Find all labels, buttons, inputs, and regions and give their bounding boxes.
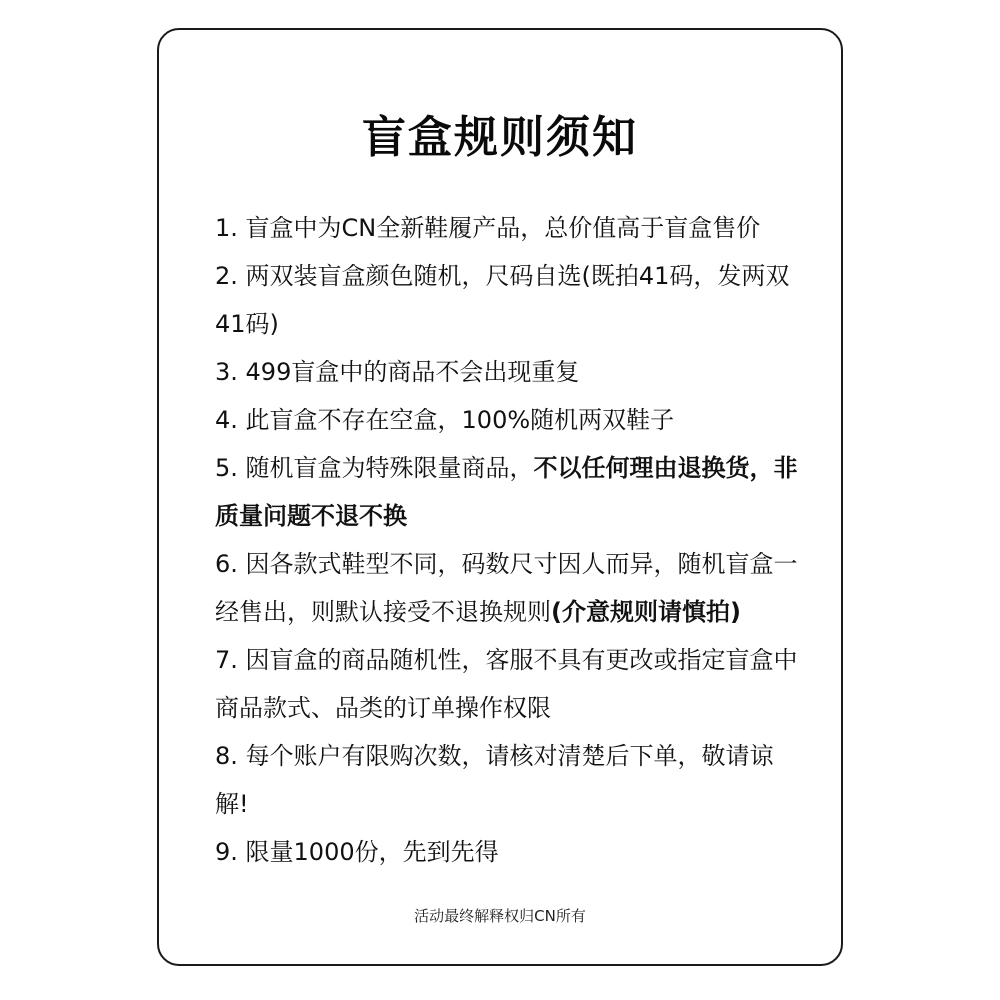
rule-text: 7. 因盲盒的商品随机性，客服不具有更改或指定盲盒中商品款式、品类的订单操作权限 — [215, 646, 798, 722]
rules-list — [215, 204, 805, 876]
rules-card — [157, 28, 843, 966]
rule-item-2 — [215, 252, 805, 348]
rule-text: 9. 限量1000份，先到先得 — [215, 838, 499, 866]
rule-text: 5. 随机盲盒为特殊限量商品， — [215, 454, 534, 482]
footer-note: 活动最终解释权归CN所有 — [414, 907, 586, 925]
rule-item-8 — [215, 732, 805, 828]
rule-item-4 — [215, 396, 805, 444]
rule-text: 6. 因各款式鞋型不同，码数尺寸因人而异，随机盲盒一经售出，则默认接受不退换规则 — [215, 550, 798, 626]
rule-item-1 — [215, 204, 805, 252]
rule-item-3 — [215, 348, 805, 396]
rule-emphasis-text: (介意规则请慎拍) — [551, 598, 741, 626]
rule-item-6 — [215, 540, 805, 636]
rule-text: 2. 两双装盲盒颜色随机，尺码自选(既拍41码，发两双41码) — [215, 262, 790, 338]
rule-item-7 — [215, 636, 805, 732]
rule-item-5 — [215, 444, 805, 540]
rule-text: 1. 盲盒中为CN全新鞋履产品，总价值高于盲盒售价 — [215, 214, 761, 242]
rule-text: 8. 每个账户有限购次数，请核对清楚后下单，敬请谅解! — [215, 742, 774, 818]
rule-emphasis-text: 不以任何理由退换货，非质量问题不退不换 — [215, 454, 798, 530]
page-title: 盲盒规则须知 — [362, 112, 638, 163]
rule-text: 4. 此盲盒不存在空盒，100%随机两双鞋子 — [215, 406, 675, 434]
rule-item-9 — [215, 828, 805, 876]
rule-text: 3. 499盲盒中的商品不会出现重复 — [215, 358, 580, 386]
